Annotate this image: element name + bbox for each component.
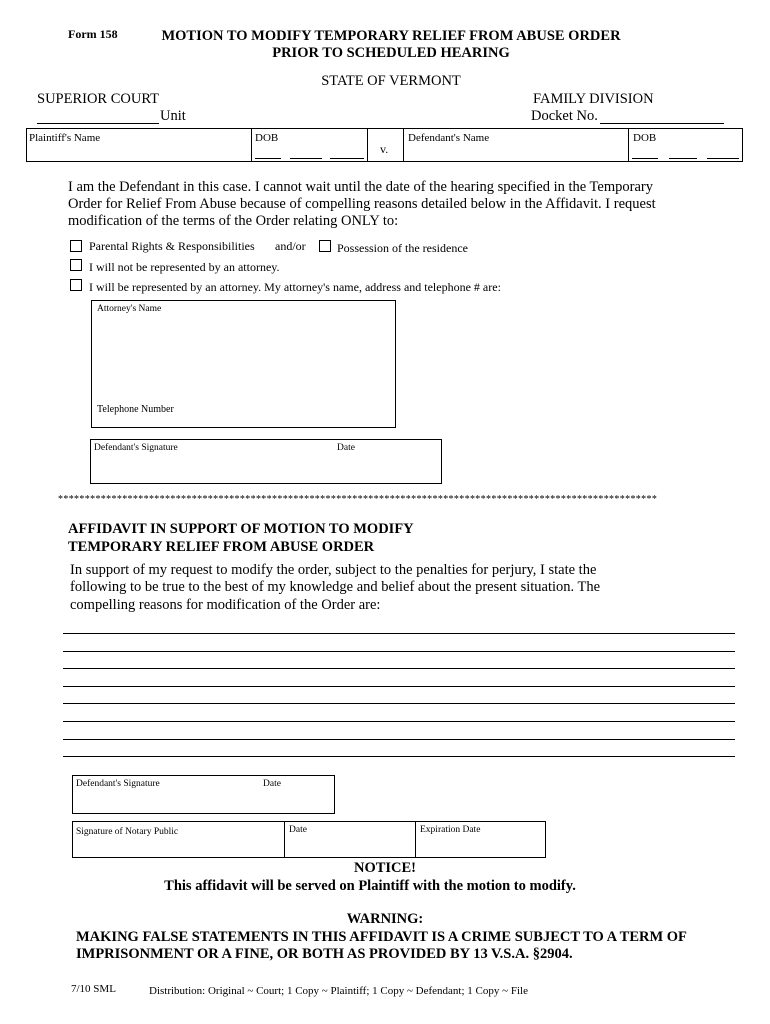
- warning-line1: MAKING FALSE STATEMENTS IN THIS AFFIDAVIT IS A CRIME SUBJECT TO A TERM OF: [76, 929, 687, 945]
- affidavit-line2: following to be true to the best of my knowledge and belief about the present situation. The: [70, 579, 601, 595]
- dob-month-line: [255, 158, 281, 159]
- reason-line-8[interactable]: [63, 756, 735, 757]
- unit-label: Unit: [160, 108, 186, 124]
- notary-signature-label: Signature of Notary Public: [76, 827, 179, 837]
- represented-checkbox[interactable]: [70, 279, 82, 291]
- notary-date-label: Date: [289, 825, 307, 835]
- defendant-dob-cell[interactable]: [628, 128, 743, 162]
- footer-distribution: Distribution: Original ~ Court; 1 Copy ~ Plaintiff; 1 Copy ~ Defendant; 1 Copy ~ File: [149, 985, 528, 997]
- defendant-name-label: Defendant's Name: [408, 132, 490, 144]
- signature-date-label: Date: [337, 443, 355, 453]
- reason-line-4[interactable]: [63, 686, 735, 687]
- affidavit-title-line1: AFFIDAVIT IN SUPPORT OF MOTION TO MODIFY: [68, 521, 414, 537]
- state-heading: STATE OF VERMONT: [321, 73, 461, 89]
- plaintiff-dob-cell[interactable]: [251, 128, 368, 162]
- form-title-line2: PRIOR TO SCHEDULED HEARING: [272, 45, 510, 61]
- form-title-line1: MOTION TO MODIFY TEMPORARY RELIEF FROM ABUSE ORDER: [161, 28, 621, 44]
- docket-number-line[interactable]: [600, 123, 724, 124]
- andor-label: and/or: [275, 239, 306, 253]
- affidavit-line3: compelling reasons for modification of the Order are:: [70, 597, 381, 613]
- attorney-name-label: Attorney's Name: [97, 304, 162, 314]
- plaintiff-dob-label: DOB: [255, 132, 279, 144]
- footer-code: 7/10 SML: [71, 983, 116, 995]
- affidavit-signature-box[interactable]: [72, 775, 335, 814]
- dob-year-line: [330, 158, 364, 159]
- affidavit-title-line2: TEMPORARY RELIEF FROM ABUSE ORDER: [68, 539, 375, 555]
- reason-line-6[interactable]: [63, 721, 735, 722]
- defendant-signature-label: Defendant's Signature: [94, 443, 178, 453]
- parental-rights-label: Parental Rights & Responsibilities: [89, 239, 255, 253]
- expiration-date-label: Expiration Date: [420, 825, 481, 835]
- affidavit-date-label: Date: [263, 779, 281, 789]
- docket-label: Docket No.: [531, 108, 598, 124]
- court-name: SUPERIOR COURT: [37, 91, 159, 107]
- not-represented-label: I will not be represented by an attorney.: [89, 260, 280, 274]
- warning-line2: IMPRISONMENT OR A FINE, OR BOTH AS PROVIDED BY 13 V.S.A. §2904.: [76, 946, 573, 962]
- reason-line-5[interactable]: [63, 703, 735, 704]
- reason-line-7[interactable]: [63, 739, 735, 740]
- plaintiff-name-cell[interactable]: [26, 128, 252, 162]
- plaintiff-name-label: Plaintiff's Name: [29, 132, 101, 144]
- unit-blank-line: [37, 123, 159, 124]
- notice-title: NOTICE!: [353, 860, 417, 876]
- dob2-year-line: [707, 158, 739, 159]
- represented-label: I will be represented by an attorney. My attorney's name, address and telephone # are:: [89, 280, 501, 294]
- reason-line-1[interactable]: [63, 633, 735, 634]
- defendant-signature-box[interactable]: [90, 439, 442, 484]
- section-separator: ****************************************************************************************************************: [58, 494, 658, 505]
- form-number: Form 158: [68, 27, 118, 41]
- reason-line-3[interactable]: [63, 668, 735, 669]
- affidavit-signature-label: Defendant's Signature: [76, 779, 160, 789]
- versus-label: v.: [380, 142, 389, 156]
- defendant-dob-label: DOB: [633, 132, 657, 144]
- notice-text: This affidavit will be served on Plaintiff with the motion to modify.: [164, 878, 576, 894]
- defendant-name-cell[interactable]: [403, 128, 629, 162]
- reason-line-2[interactable]: [63, 651, 735, 652]
- intro-line1: I am the Defendant in this case. I cannot wait until the date of the hearing specified in the Temporary: [68, 179, 653, 195]
- dob2-day-line: [669, 158, 697, 159]
- expiration-date-cell[interactable]: [415, 821, 546, 858]
- possession-checkbox[interactable]: [319, 240, 331, 252]
- telephone-label: Telephone Number: [97, 404, 174, 415]
- warning-title: WARNING:: [346, 911, 424, 927]
- intro-line2: Order for Relief From Abuse because of compelling reasons detailed below in the Affidavit. I request: [68, 196, 656, 212]
- parental-rights-checkbox[interactable]: [70, 240, 82, 252]
- dob2-month-line: [632, 158, 658, 159]
- attorney-info-box[interactable]: [91, 300, 396, 428]
- notary-date-cell[interactable]: [284, 821, 416, 858]
- dob-day-line: [290, 158, 322, 159]
- not-represented-checkbox[interactable]: [70, 259, 82, 271]
- notary-signature-cell[interactable]: [72, 821, 285, 858]
- possession-label: Possession of the residence: [337, 241, 468, 255]
- versus-cell: [367, 128, 404, 162]
- intro-line3: modification of the terms of the Order relating ONLY to:: [68, 213, 399, 229]
- affidavit-line1: In support of my request to modify the order, subject to the penalties for perjury, I state the: [70, 562, 597, 578]
- division-name: FAMILY DIVISION: [533, 91, 654, 107]
